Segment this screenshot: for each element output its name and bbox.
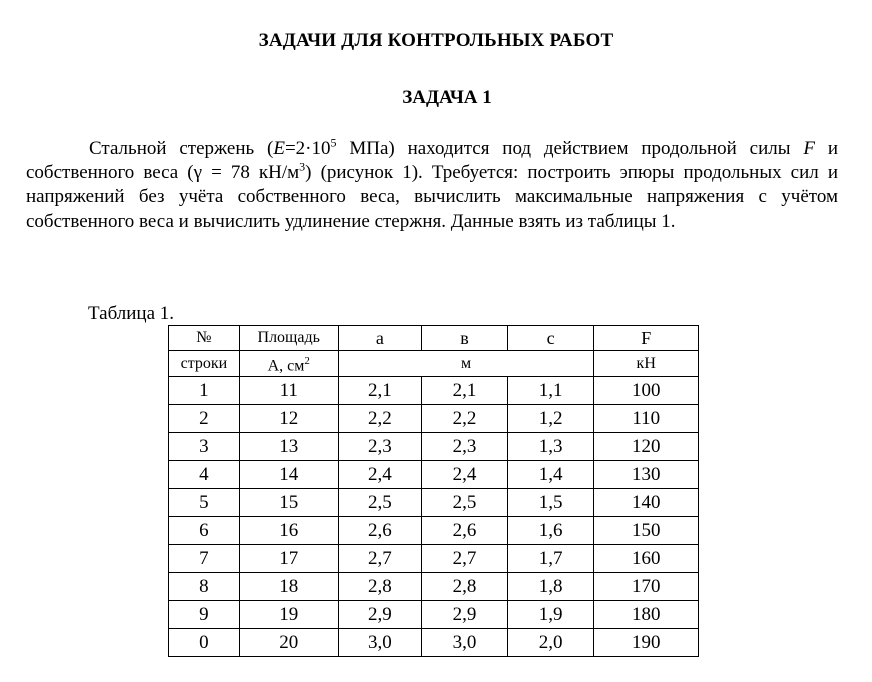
row-number-cell: 3	[169, 433, 240, 461]
row-number-cell: 9	[169, 601, 240, 629]
task-title: ЗАДАЧА 1	[402, 87, 492, 108]
table-row	[169, 573, 699, 601]
row-number-cell: 2	[169, 405, 240, 433]
b-cell: 2,1	[422, 377, 508, 405]
table-row	[169, 461, 699, 489]
header-a: a	[338, 326, 422, 351]
b-cell: 2,3	[422, 433, 508, 461]
c-cell: 1,3	[507, 433, 594, 461]
table-header	[169, 326, 699, 377]
data-table	[168, 325, 699, 657]
header-area-sub	[239, 351, 338, 377]
area-cell: 14	[239, 461, 338, 489]
a-cell: 3,0	[338, 629, 422, 657]
b-cell: 2,5	[422, 489, 508, 517]
c-cell: 1,7	[507, 545, 594, 573]
a-cell: 2,6	[338, 517, 422, 545]
table-row	[169, 517, 699, 545]
f-cell: 130	[594, 461, 699, 489]
table-row	[169, 629, 699, 657]
header-row	[169, 351, 699, 377]
area-cell: 15	[239, 489, 338, 517]
area-cell: 19	[239, 601, 338, 629]
area-cell: 12	[239, 405, 338, 433]
f-cell: 110	[594, 405, 699, 433]
a-cell: 2,2	[338, 405, 422, 433]
table-row	[169, 489, 699, 517]
header-unit-m: м	[338, 351, 594, 377]
f-cell: 170	[594, 573, 699, 601]
table-caption: Таблица 1.	[88, 303, 175, 324]
b-cell: 2,6	[422, 517, 508, 545]
header-c: с	[507, 326, 594, 351]
row-number-cell: 8	[169, 573, 240, 601]
f-cell: 120	[594, 433, 699, 461]
problem-statement	[26, 137, 838, 234]
exponent: 3	[299, 159, 306, 174]
row-number-cell: 4	[169, 461, 240, 489]
a-cell: 2,5	[338, 489, 422, 517]
c-cell: 1,5	[507, 489, 594, 517]
c-cell: 1,4	[507, 461, 594, 489]
c-cell: 1,8	[507, 573, 594, 601]
b-cell: 3,0	[422, 629, 508, 657]
f-cell: 190	[594, 629, 699, 657]
row-number-cell: 6	[169, 517, 240, 545]
table-row	[169, 601, 699, 629]
header-row-number	[169, 326, 240, 351]
header-text: Площадь	[257, 329, 320, 346]
header-b: в	[422, 326, 508, 351]
b-cell: 2,8	[422, 573, 508, 601]
exponent: 2	[304, 355, 310, 367]
area-cell: 20	[239, 629, 338, 657]
area-cell: 18	[239, 573, 338, 601]
b-cell: 2,2	[422, 405, 508, 433]
row-number-cell: 0	[169, 629, 240, 657]
f-cell: 150	[594, 517, 699, 545]
a-cell: 2,4	[338, 461, 422, 489]
row-number-cell: 5	[169, 489, 240, 517]
header-row	[169, 326, 699, 351]
modulus-symbol: E	[273, 138, 285, 159]
b-cell: 2,4	[422, 461, 508, 489]
header-text: №	[196, 329, 212, 346]
f-cell: 160	[594, 545, 699, 573]
c-cell: 1,6	[507, 517, 594, 545]
a-cell: 2,8	[338, 573, 422, 601]
row-number-cell: 7	[169, 545, 240, 573]
c-cell: 1,9	[507, 601, 594, 629]
c-cell: 2,0	[507, 629, 594, 657]
a-cell: 2,9	[338, 601, 422, 629]
f-cell: 140	[594, 489, 699, 517]
c-cell: 1,2	[507, 405, 594, 433]
text-part: Стальной стержень (	[89, 138, 274, 159]
row-number-cell: 1	[169, 377, 240, 405]
text-part: и собственного веса (γ = 78 кН/м	[26, 138, 838, 184]
f-cell: 180	[594, 601, 699, 629]
a-cell: 2,3	[338, 433, 422, 461]
header-unit-kn: кН	[594, 351, 699, 377]
header-row-number-sub: строки	[169, 351, 240, 377]
c-cell: 1,1	[507, 377, 594, 405]
force-symbol: F	[803, 138, 815, 159]
document-title: ЗАДАЧИ ДЛЯ КОНТРОЛЬНЫХ РАБОТ	[258, 30, 614, 51]
table-row	[169, 377, 699, 405]
text-part: =2·10	[284, 138, 331, 159]
b-cell: 2,9	[422, 601, 508, 629]
header-area	[239, 326, 338, 351]
area-cell: 11	[239, 377, 338, 405]
a-cell: 2,1	[338, 377, 422, 405]
table-row	[169, 405, 699, 433]
table-body	[169, 377, 699, 657]
a-cell: 2,7	[338, 545, 422, 573]
area-cell: 13	[239, 433, 338, 461]
area-cell: 16	[239, 517, 338, 545]
table-row	[169, 433, 699, 461]
area-cell: 17	[239, 545, 338, 573]
header-f: F	[594, 326, 699, 351]
text-part: ) (рисунок 1). Требуется: построить эпюры продольных сил и напряжений без учёта собственного веса, вычислить максимальные напряжения с учётом собственного веса и вычислить удлинение стержня. Данные взять из таблицы 1.	[26, 162, 838, 232]
table-row	[169, 545, 699, 573]
f-cell: 100	[594, 377, 699, 405]
b-cell: 2,7	[422, 545, 508, 573]
header-text: А, см	[267, 357, 305, 375]
text-part: МПа) находится под действием продольной силы	[336, 138, 804, 159]
exponent: 5	[330, 135, 337, 150]
